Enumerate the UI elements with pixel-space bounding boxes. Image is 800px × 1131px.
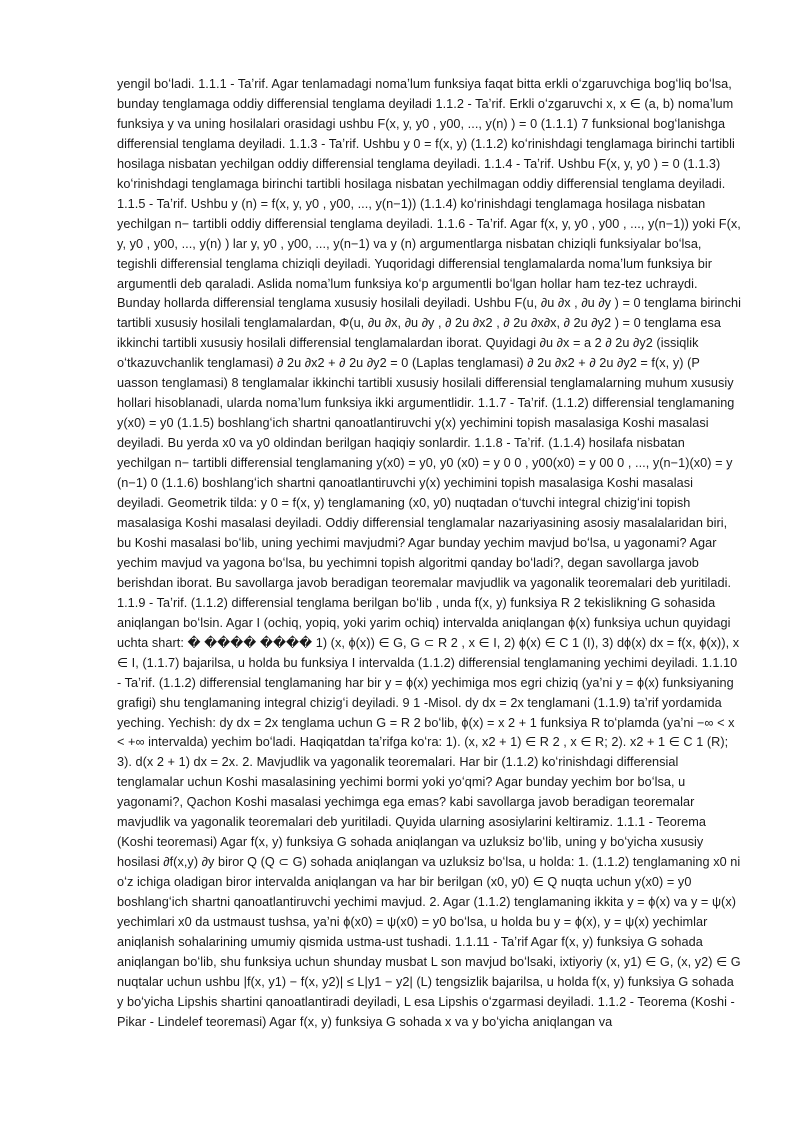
document-page xyxy=(117,75,742,1033)
body-text: yengil boʻladi. 1.1.1 - Taʼrif. Agar tenlamadagi nomaʼlum funksiya faqat bitta erkli oʻzgaruvchiga bogʻliq boʻlsa, bunday tenglamaga oddiy differensial tenglama deyiladi 1.1.2 - Taʼrif. Erkli oʻzgaruvchi x, x ∈ (a, b) nomaʼlum funksiya y va uning hosilalari orasidagi ushbu F(x, y, y0 , y00, ..., y(n) ) = 0 (1.1.1) 7 funksional bogʻlanishga differensial tenglama deyiladi. 1.1.3 - Taʼrif. Ushbu y 0 = f(x, y) (1.1.2) koʻrinishdagi tenglamaga birinchi tartibli hosilaga nisbatan yechilgan oddiy differensial tenglama deyiladi. 1.1.4 - Taʼrif. Ushbu F(x, y, y0 ) = 0 (1.1.3) koʻrinishdagi tenglamaga birinchi tartibli hosilaga nisbatan yechilmagan oddiy differensial tenglama deyiladi. 1.1.5 - Taʼrif. Ushbu y (n) = f(x, y, y0 , y00, ..., y(n−1)) (1.1.4) koʻrinishdagi tenglamaga hosilaga nisbatan yechilgan n− tartibli oddiy differensial tenglama deyiladi. 1.1.6 - Taʼrif. Agar f(x, y, y0 , y00 , ..., y(n−1)) yoki F(x, y, y0 , y00, ..., y(n) ) lar y, y0 , y00, ..., y(n−1) va y (n) argumentlarga nisbatan chiziqli funksiyalar boʻlsa, tegishli differensial tenglama chiziqli deyiladi. Yuqoridagi differensial tenglamalarda nomaʼlum funksiya bir argumentli deb qaraladi. Aslida nomaʼlum funksiya koʻp argumentli boʻlgan hollar ham tez-tez uchraydi. Bunday hollarda differensial tenglama xususiy hosilali deyiladi. Ushbu F(u, ∂u ∂x , ∂u ∂y ) = 0 tenglama birinchi tartibli xususiy hosilali tenglamalardan, Φ(u, ∂u ∂x, ∂u ∂y , ∂ 2u ∂x2 , ∂ 2u ∂x∂x, ∂ 2u ∂y2 ) = 0 tenglama esa ikkinchi tartibli xususiy hosilali differensial tenglamalardan iborat. Quyidagi ∂u ∂x = a 2 ∂ 2u ∂y2 (issiqlik oʻtkazuvchanlik tenglamasi) ∂ 2u ∂x2 + ∂ 2u ∂y2 = 0 (Laplas tenglamasi) ∂ 2u ∂x2 + ∂ 2u ∂y2 = f(x, y) (P uasson tenglamasi) 8 tenglamalar ikkinchi tartibli xususiy hosilali differensial tenglamalarning muhum xususiy hollari hisoblanadi, ularda nomaʼlum funksiya ikki argumentlidir. 1.1.7 - Taʼrif. (1.1.2) differensial tenglamaning y(x0) = y0 (1.1.5) boshlangʻich shartni qanoatlantiruvchi y(x) yechimini topish masalasiga Koshi masalasi deyiladi. Bu yerda x0 va y0 oldindan berilgan haqiqiy sonlardir. 1.1.8 - Taʼrif. (1.1.4) hosilafa nisbatan yechilgan n− tartibli differensial tenglamaning y(x0) = y0, y0 (x0) = y 0 0 , y00(x0) = y 00 0 , ..., y(n−1)(x0) = y (n−1) 0 (1.1.6) boshlangʻich shartni qanoatlantiruvchi y(x) yechimini topish masalasiga Koshi masalasi deyiladi. Geometrik tilda: y 0 = f(x, y) tenglamaning (x0, y0) nuqtadan oʻtuvchi integral chizigʻini topish masalasiga Koshi masalasi deyiladi. Oddiy differensial tenglamalar nazariyasining asosiy masalalaridan biri, bu Koshi masalasi boʻlib, uning yechimi mavjudmi? Agar bunday yechim mavjud boʻlsa, u yagonami? Agar yechim mavjud va yagona boʻlsa, bu yechimni topish algoritmi qanday boʻladi?, degan savollarga javob berishdan iborat. Bu savollarga javob beradigan teoremalar mavjudlik va yagonalik teoremalari deb yuritiladi. 1.1.9 - Taʼrif. (1.1.2) differensial tenglama berilgan boʻlib , unda f(x, y) funksiya R 2 tekislikning G sohasida aniqlangan boʻlsin. Agar I (ochiq, yopiq, yoki yarim ochiq) intervalda aniqlangan ϕ(x) funksiya uchun quyidagi uchta shart: � ���� ���� 1) (x, ϕ(x)) ∈ G, G ⊂ R 2 , x ∈ I, 2) ϕ(x) ∈ C 1 (I), 3) dϕ(x) dx = f(x, ϕ(x)), x ∈ I, (1.1.7) bajarilsa, u holda bu funksiya I intervalda (1.1.2) differensial tenglamaning yechimi deyiladi. 1.1.10 - Taʼrif. (1.1.2) differensial tenglamaning har bir y = ϕ(x) yechimiga mos egri chiziq (yaʼni y = ϕ(x) funksiyaning grafigi) shu tenglamaning integral chizigʻi deyiladi. 9 1 -Misol. dy dx = 2x tenglamani (1.1.9) taʼrif yordamida yeching. Yechish: dy dx = 2x tenglama uchun G = R 2 boʻlib, ϕ(x) = x 2 + 1 funksiya R toʻplamda (yaʼni −∞ < x < +∞ intervalda) yechim boʻladi. Haqiqatdan taʼrifga koʻra: 1). (x, x2 + 1) ∈ R 2 , x ∈ R; 2). x2 + 1 ∈ C 1 (R); 3). d(x 2 + 1) dx = 2x. 2. Mavjudlik va yagonalik teoremalari. Har bir (1.1.2) koʻrinishdagi differensial tenglamalar uchun Koshi masalasining yechimi bormi yoki yoʻqmi? Agar bunday yechim bor boʻlsa, u yagonami?, Qachon Koshi masalasi yechimga ega emas? kabi savollarga javob beradigan teoremalar mavjudlik va yagonalik teoremalari deb yuritiladi. Quyida ularning asosiylarini keltiramiz. 1.1.1 - Teorema (Koshi teoremasi) Agar f(x, y) funksiya G sohada aniqlangan va uzluksiz boʻlib, uning y boʻyicha xususiy hosilasi ∂f(x,y) ∂y biror Q (Q ⊂ G) sohada aniqlangan va uzluksiz boʻlsa, u holda: 1. (1.1.2) tenglamaning x0 ni oʻz ichiga oladigan biror intervalda aniqlangan va har bir berilgan (x0, y0) ∈ Q nuqta uchun y(x0) = y0 boshlangʻich shartni qanoatlantiruvchi yechimi mavjud. 2. Agar (1.1.2) tenglamaning ikkita y = ϕ(x) va y = ψ(x) yechimlari x0 da ustmaust tushsa, yaʼni ϕ(x0) = ψ(x0) = y0 boʻlsa, u holda bu y = ϕ(x), y = ψ(x) yechimlar aniqlanish sohalarining umumiy qismida ustma-ust tushadi. 1.1.11 - Taʼrif Agar f(x, y) funksiya G sohada aniqlangan boʻlib, shu funksiya uchun shunday musbat L son mavjud boʻlsaki, ixtiyoriy (x, y1) ∈ G, (x, y2) ∈ G nuqtalar uchun ushbu |f(x, y1) − f(x, y2)| ≤ L|y1 − y2| (L) tengsizlik bajarilsa, u holda f(x, y) funksiya G sohada y boʻyicha Lipshis shartini qanoatlantiradi deyiladi, L esa Lipshis oʻzgarmasi deyiladi. 1.1.2 - Teorema (Koshi - Pikar - Lindelef teoremasi) Agar f(x, y) funksiya G sohada x va y boʻyicha aniqlangan va xyxy=(117,77,741,1029)
